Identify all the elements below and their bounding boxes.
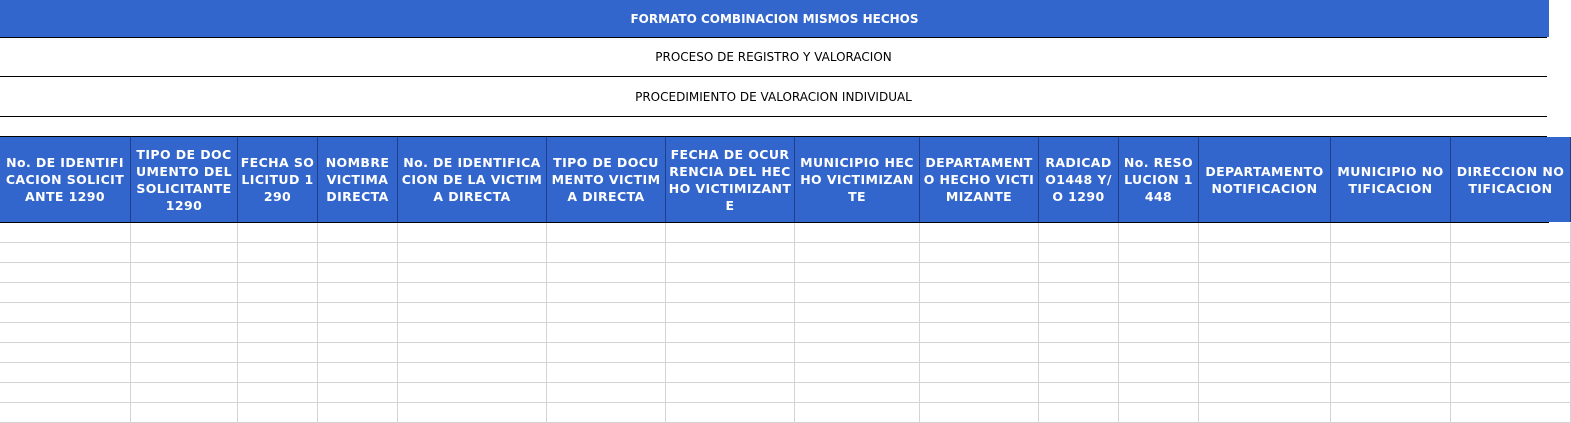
table-cell[interactable] xyxy=(398,223,547,243)
table-cell[interactable] xyxy=(1119,363,1199,383)
table-cell[interactable] xyxy=(318,263,398,283)
table-cell[interactable] xyxy=(795,303,920,323)
table-row xyxy=(0,363,1549,383)
table-cell[interactable] xyxy=(1199,343,1331,363)
column-header[interactable]: FECHA SOLICITUD 1290 xyxy=(238,137,318,222)
table-cell[interactable] xyxy=(1451,403,1571,423)
table-cell[interactable] xyxy=(131,323,238,343)
column-header[interactable]: No. DE IDENTIFICACION DE LA VICTIMA DIRECTA xyxy=(398,137,547,222)
data-grid xyxy=(0,222,1549,422)
column-header[interactable]: DIRECCION NOTIFICACION xyxy=(1451,137,1571,222)
table-cell[interactable] xyxy=(131,303,238,323)
spacer-row[interactable] xyxy=(0,117,1547,137)
table-cell[interactable] xyxy=(1119,223,1199,243)
table-cell[interactable] xyxy=(1039,403,1119,423)
table-cell[interactable] xyxy=(0,363,131,383)
table-cell[interactable] xyxy=(920,403,1039,423)
table-cell[interactable] xyxy=(920,363,1039,383)
table-cell[interactable] xyxy=(318,363,398,383)
table-cell[interactable] xyxy=(547,283,666,303)
table-cell[interactable] xyxy=(1451,343,1571,363)
table-cell[interactable] xyxy=(238,303,318,323)
table-cell[interactable] xyxy=(1331,303,1451,323)
table-cell[interactable] xyxy=(547,363,666,383)
column-header[interactable]: No. RESOLUCION 1448 xyxy=(1119,137,1199,222)
table-cell[interactable] xyxy=(398,283,547,303)
table-cell[interactable] xyxy=(1451,383,1571,403)
table-cell[interactable] xyxy=(1451,263,1571,283)
table-cell[interactable] xyxy=(0,323,131,343)
table-cell[interactable] xyxy=(1039,263,1119,283)
subtitle-band-procedure[interactable] xyxy=(0,77,1547,117)
table-cell[interactable] xyxy=(1331,363,1451,383)
table-cell[interactable] xyxy=(238,343,318,363)
table-cell[interactable] xyxy=(398,363,547,383)
table-cell[interactable] xyxy=(795,403,920,423)
procedure-title: PROCEDIMIENTO DE VALORACION INDIVIDUAL xyxy=(635,89,912,104)
table-cell[interactable] xyxy=(0,283,131,303)
table-row xyxy=(0,303,1549,323)
table-cell[interactable] xyxy=(1331,243,1451,263)
table-cell[interactable] xyxy=(1331,283,1451,303)
sheet-title: FORMATO COMBINACION MISMOS HECHOS xyxy=(630,11,919,26)
table-cell[interactable] xyxy=(398,243,547,263)
subtitle-band-process[interactable] xyxy=(0,37,1547,77)
table-cell[interactable] xyxy=(0,263,131,283)
table-cell[interactable] xyxy=(238,283,318,303)
table-cell[interactable] xyxy=(666,223,795,243)
table-cell[interactable] xyxy=(0,243,131,263)
table-cell[interactable] xyxy=(666,283,795,303)
table-cell[interactable] xyxy=(0,383,131,403)
table-cell[interactable] xyxy=(920,283,1039,303)
table-cell[interactable] xyxy=(666,403,795,423)
table-cell[interactable] xyxy=(1451,303,1571,323)
table-cell[interactable] xyxy=(1119,323,1199,343)
table-row xyxy=(0,383,1549,403)
table-row xyxy=(0,223,1549,243)
table-cell[interactable] xyxy=(1199,283,1331,303)
table-cell[interactable] xyxy=(318,283,398,303)
table-cell[interactable] xyxy=(238,323,318,343)
table-cell[interactable] xyxy=(238,383,318,403)
table-cell[interactable] xyxy=(318,223,398,243)
table-cell[interactable] xyxy=(547,303,666,323)
table-cell[interactable] xyxy=(131,263,238,283)
table-cell[interactable] xyxy=(1199,263,1331,283)
table-cell[interactable] xyxy=(318,303,398,323)
table-cell[interactable] xyxy=(1039,283,1119,303)
table-cell[interactable] xyxy=(398,383,547,403)
table-cell[interactable] xyxy=(920,263,1039,283)
table-cell[interactable] xyxy=(318,243,398,263)
table-cell[interactable] xyxy=(1451,243,1571,263)
table-cell[interactable] xyxy=(1039,303,1119,323)
table-row xyxy=(0,343,1549,363)
table-cell[interactable] xyxy=(318,323,398,343)
table-cell[interactable] xyxy=(920,303,1039,323)
table-cell[interactable] xyxy=(398,323,547,343)
table-cell[interactable] xyxy=(238,243,318,263)
table-cell[interactable] xyxy=(318,403,398,423)
table-row xyxy=(0,323,1549,343)
table-cell[interactable] xyxy=(1451,223,1571,243)
table-cell[interactable] xyxy=(238,223,318,243)
table-cell[interactable] xyxy=(1039,243,1119,263)
table-cell[interactable] xyxy=(795,283,920,303)
table-cell[interactable] xyxy=(1039,323,1119,343)
table-cell[interactable] xyxy=(795,383,920,403)
table-cell[interactable] xyxy=(318,383,398,403)
column-header[interactable]: DEPARTAMENTO NOTIFICACION xyxy=(1199,137,1331,222)
table-cell[interactable] xyxy=(547,243,666,263)
table-cell[interactable] xyxy=(1451,283,1571,303)
table-cell[interactable] xyxy=(1119,403,1199,423)
column-header[interactable]: FECHA DE OCURRENCIA DEL HECHO VICTIMIZANTE xyxy=(666,137,795,222)
table-cell[interactable] xyxy=(1199,303,1331,323)
table-cell[interactable] xyxy=(131,403,238,423)
table-cell[interactable] xyxy=(131,223,238,243)
table-cell[interactable] xyxy=(795,323,920,343)
table-cell[interactable] xyxy=(547,343,666,363)
table-cell[interactable] xyxy=(1119,303,1199,323)
table-cell[interactable] xyxy=(0,303,131,323)
table-cell[interactable] xyxy=(1119,263,1199,283)
table-cell[interactable] xyxy=(1119,343,1199,363)
table-cell[interactable] xyxy=(666,363,795,383)
column-header[interactable]: TIPO DE DOCUMENTO DEL SOLICITANTE 1290 xyxy=(131,137,238,222)
table-cell[interactable] xyxy=(0,223,131,243)
table-cell[interactable] xyxy=(795,363,920,383)
table-cell[interactable] xyxy=(1199,363,1331,383)
column-header[interactable]: NOMBRE VICTIMA DIRECTA xyxy=(318,137,398,222)
table-cell[interactable] xyxy=(920,323,1039,343)
table-cell[interactable] xyxy=(1039,363,1119,383)
table-cell[interactable] xyxy=(920,383,1039,403)
table-row xyxy=(0,263,1549,283)
table-cell[interactable] xyxy=(795,263,920,283)
table-cell[interactable] xyxy=(131,383,238,403)
column-header-row xyxy=(0,137,1565,222)
sheet-title-band[interactable] xyxy=(0,0,1549,37)
table-cell[interactable] xyxy=(920,343,1039,363)
table-row xyxy=(0,403,1549,423)
table-cell[interactable] xyxy=(398,263,547,283)
table-cell[interactable] xyxy=(795,343,920,363)
table-cell[interactable] xyxy=(1119,283,1199,303)
table-cell[interactable] xyxy=(238,403,318,423)
table-row xyxy=(0,243,1549,263)
table-cell[interactable] xyxy=(1199,243,1331,263)
column-header[interactable]: MUNICIPIO NOTIFICACION xyxy=(1331,137,1451,222)
table-cell[interactable] xyxy=(318,343,398,363)
table-cell[interactable] xyxy=(547,323,666,343)
table-cell[interactable] xyxy=(1199,383,1331,403)
table-cell[interactable] xyxy=(131,243,238,263)
table-cell[interactable] xyxy=(1199,403,1331,423)
table-cell[interactable] xyxy=(131,283,238,303)
table-cell[interactable] xyxy=(666,263,795,283)
table-cell[interactable] xyxy=(1039,383,1119,403)
column-header[interactable]: No. DE IDENTIFICACION SOLICITANTE 1290 xyxy=(0,137,131,222)
table-cell[interactable] xyxy=(238,263,318,283)
table-cell[interactable] xyxy=(547,263,666,283)
table-cell[interactable] xyxy=(1331,403,1451,423)
table-cell[interactable] xyxy=(1331,323,1451,343)
table-cell[interactable] xyxy=(1199,223,1331,243)
table-cell[interactable] xyxy=(547,223,666,243)
table-cell[interactable] xyxy=(238,363,318,383)
table-cell[interactable] xyxy=(0,343,131,363)
table-cell[interactable] xyxy=(0,403,131,423)
table-cell[interactable] xyxy=(398,303,547,323)
table-cell[interactable] xyxy=(1331,223,1451,243)
table-cell[interactable] xyxy=(1119,383,1199,403)
table-cell[interactable] xyxy=(1451,323,1571,343)
column-header[interactable]: DEPARTAMENTO HECHO VICTIMIZANTE xyxy=(920,137,1039,222)
table-cell[interactable] xyxy=(1331,263,1451,283)
table-cell[interactable] xyxy=(666,343,795,363)
table-cell[interactable] xyxy=(1119,243,1199,263)
table-cell[interactable] xyxy=(666,303,795,323)
table-cell[interactable] xyxy=(795,243,920,263)
table-cell[interactable] xyxy=(666,243,795,263)
table-cell[interactable] xyxy=(1331,343,1451,363)
table-cell[interactable] xyxy=(547,383,666,403)
table-cell[interactable] xyxy=(398,343,547,363)
table-row xyxy=(0,283,1549,303)
table-cell[interactable] xyxy=(666,383,795,403)
table-cell[interactable] xyxy=(131,343,238,363)
table-cell[interactable] xyxy=(920,243,1039,263)
table-cell[interactable] xyxy=(920,223,1039,243)
table-cell[interactable] xyxy=(666,323,795,343)
table-cell[interactable] xyxy=(1199,323,1331,343)
process-title: PROCESO DE REGISTRO Y VALORACION xyxy=(655,50,892,64)
table-cell[interactable] xyxy=(1039,223,1119,243)
table-cell[interactable] xyxy=(1451,363,1571,383)
table-cell[interactable] xyxy=(1039,343,1119,363)
sheet-edge xyxy=(1547,37,1549,137)
table-cell[interactable] xyxy=(398,403,547,423)
column-header[interactable]: TIPO DE DOCUMENTO VICTIMA DIRECTA xyxy=(547,137,666,222)
table-cell[interactable] xyxy=(795,223,920,243)
table-cell[interactable] xyxy=(131,363,238,383)
column-header[interactable]: RADICADO1448 Y/O 1290 xyxy=(1039,137,1119,222)
column-header[interactable]: MUNICIPIO HECHO VICTIMIZANTE xyxy=(795,137,920,222)
table-cell[interactable] xyxy=(1331,383,1451,403)
table-cell[interactable] xyxy=(547,403,666,423)
